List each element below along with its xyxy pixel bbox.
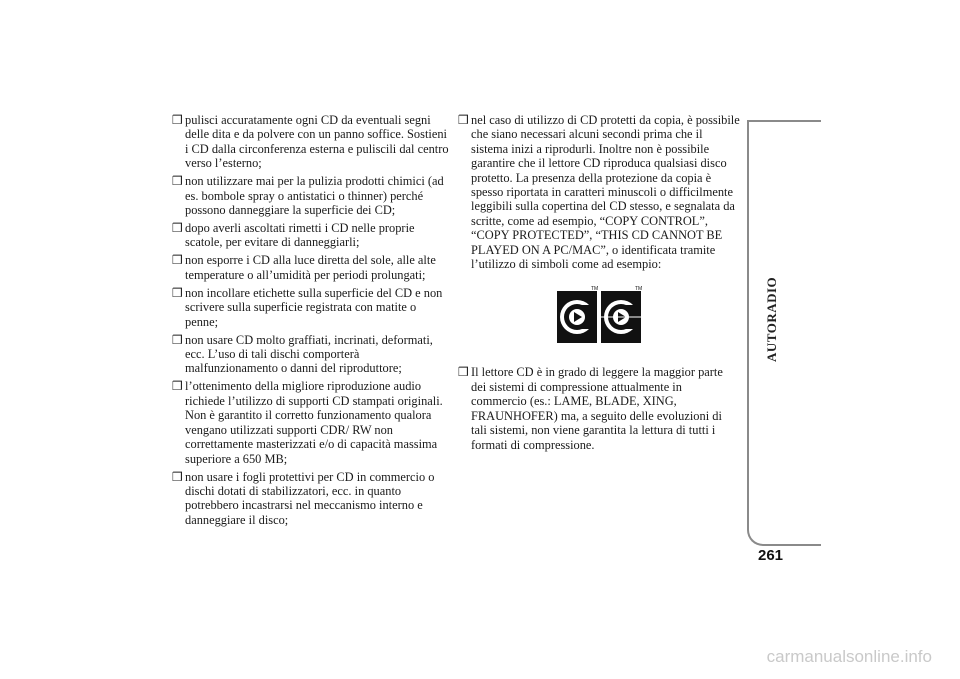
bullet-icon: ❒ bbox=[172, 379, 183, 394]
list-item: ❒ non utilizzare mai per la pulizia prodotti chimici (ad es. bombole spray o antistatici o thinner) perché possono danneggiare la superficie dei CD; bbox=[172, 174, 444, 218]
tm-mark: TM bbox=[635, 286, 643, 293]
bullet-icon: ❒ bbox=[172, 174, 183, 189]
list-item: ❒ l’ottenimento della migliore riproduzione audio richiede l’utilizzo di supporti CD stampati originali. Non è garantito il corretto funzionamento qualora vengano utilizzati supporti CDR/ RW non correttamente masterizzati e/o di capacità massima superiore a 650 MB; bbox=[172, 379, 443, 466]
copy-control-logo-icon bbox=[557, 285, 643, 347]
bullet-icon: ❒ bbox=[172, 285, 183, 300]
list-item: ❒ non incollare etichette sulla superficie del CD e non scrivere sulla superficie registrata con matite o penne; bbox=[172, 285, 443, 329]
list-item: ❒ pulisci accuratamente ogni CD da eventuali segni delle dita e da polvere con un panno soffice. Sostieni i CD dalla circonferenza esterna e puliscili dal centro verso l’esterno; bbox=[172, 113, 449, 171]
list-item: ❒ Il lettore CD è in grado di leggere la maggior parte dei sistemi di compressione attualmente in commercio (es.: LAME, BLADE, XING, FRAUNHOFER) ma, a seguito delle evoluzioni di tali sistemi, non viene garantita la lettura di tutti i formati di compressione. bbox=[458, 365, 723, 452]
section-title: AUTORADIO bbox=[764, 276, 779, 362]
bullet-icon: ❒ bbox=[172, 113, 183, 127]
watermark: carmanualsonline.info bbox=[766, 647, 932, 666]
right-column bbox=[458, 113, 740, 456]
tm-mark: TM bbox=[591, 286, 599, 293]
list-item: ❒ non esporre i CD alla luce diretta del sole, alle alte temperature o all’umidità per periodi prolungati; bbox=[172, 253, 436, 282]
bullet-icon: ❒ bbox=[172, 253, 183, 268]
bullet-icon: ❒ bbox=[172, 469, 183, 484]
bullet-icon: ❒ bbox=[172, 221, 183, 236]
bullet-icon: ❒ bbox=[172, 332, 183, 347]
copy-protection-logos bbox=[458, 285, 740, 355]
bullet-icon: ❒ bbox=[458, 113, 469, 127]
section-tab-frame bbox=[747, 120, 821, 546]
list-item: ❒ non usare CD molto graffiati, incrinati, deformati, ecc. L’uso di tali dischi comporterà malfunzionamento o danni del riproduttore; bbox=[172, 332, 433, 376]
page-number: 261 bbox=[758, 547, 784, 564]
list-item: ❒ non usare i fogli protettivi per CD in commercio o dischi dotati di stabilizzatori, ecc. in quanto potrebbero incastrarsi nel meccanismo interno e danneggiare il disco; bbox=[172, 469, 435, 527]
left-column bbox=[172, 113, 450, 531]
list-item: ❒ nel caso di utilizzo di CD protetti da copia, è possibile che siano necessari alcuni secondi prima che il sistema inizi a riprodurli. Inoltre non è possibile garantire che il lettore CD riproduca qualsiasi disco protetto. La presenza della protezione da copia è spesso riportata in caratteri minuscoli o difficilmente leggibili sulla copertina del CD stesso, e segnalata da scritte, come ad esempio, “COPY CONTROL”, “COPY PROTECTED”, “THIS CD CANNOT BE PLAYED ON A PC/MAC”, o identificata tramite l’utilizzo di simboli come ad esempio: bbox=[458, 113, 740, 272]
bullet-icon: ❒ bbox=[458, 365, 469, 380]
list-item: ❒ dopo averli ascoltati rimetti i CD nelle proprie scatole, per evitare di danneggiarli; bbox=[172, 221, 415, 250]
